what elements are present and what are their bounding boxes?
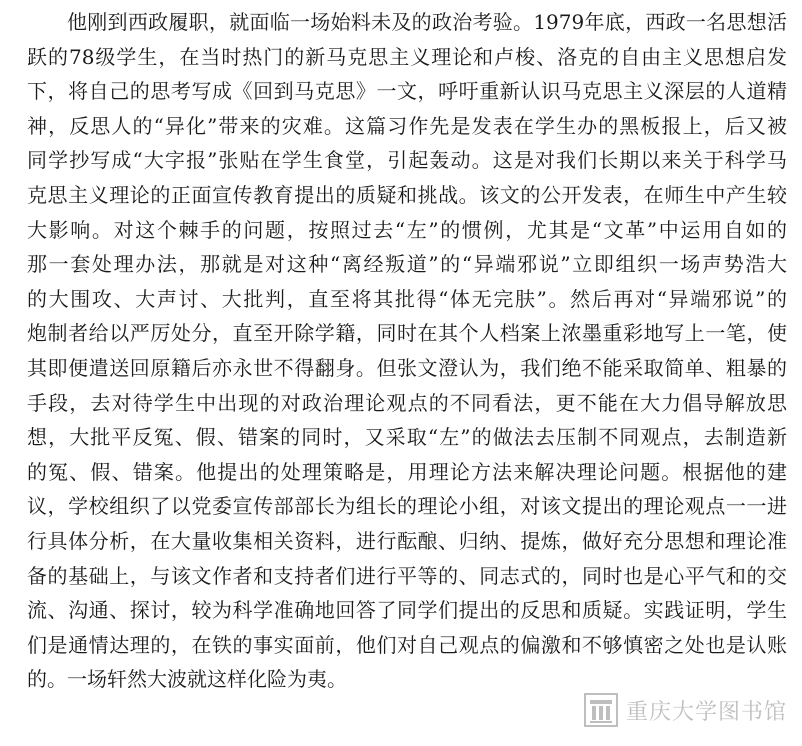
text-line: 下，将自己的思考写成《回到马克思》一文，呼吁重新认识马克思主义深层的人道精 [27,79,787,104]
text-line: 备的基础上，与该文作者和支持者们进行平等的、同志式的，同时也是心平气和的交 [27,563,787,588]
text-line: 想，大批平反冤、假、错案的同时，又采取“左”的做法去压制不同观点，去制造新 [27,425,787,450]
text-line: 其即便遣送回原籍后亦永世不得翻身。但张文澄认为，我们绝不能采取简单、粗暴的 [27,355,787,380]
text-line: 同学抄写成“大字报”张贴在学生食堂，引起轰动。这是对我们长期以来关于科学马 [27,148,787,173]
text-line: 们是通情达理的，在铁的事实面前，他们对自己观点的偏激和不够慎密之处也是认账 [27,632,787,657]
library-seal-icon [584,693,618,727]
watermark-text: 重庆大学图书馆 [626,699,788,725]
text-line: 那一套处理办法，那就是对这种“离经叛道”的“异端邪说”立即组织一场声势浩大 [27,252,787,277]
text-line: 的。一场轩然大波就这样化险为夷。 [27,667,347,692]
text-line: 神，反思人的“异化”带来的灾难。这篇习作先是发表在学生办的黑板报上，后又被 [27,113,787,138]
text-line: 他刚到西政履职，就面临一场始料未及的政治考验。1979年底，西政一名思想活 [67,10,787,34]
text-line: 的大围攻、大声讨、大批判，直至将其批得“体无完肤”。然后再对“异端邪说”的 [27,286,787,311]
text-line: 流、沟通、探讨，较为科学准确地回答了同学们提出的反思和质疑。实践证明，学生 [27,598,787,623]
text-line: 大影响。对这个棘手的问题，按照过去“左”的惯例，尤其是“文革”中运用自如的 [27,217,787,242]
body-paragraph [27,5,787,697]
text-line: 炮制者给以严厉处分，直至开除学籍，同时在其个人档案上浓墨重彩地写上一笔，使 [27,321,787,346]
text-line: 议，学校组织了以党委宣传部部长为组长的理论小组，对该文提出的理论观点一一进 [27,494,787,519]
text-line: 手段，去对待学生中出现的对政治理论观点的不同看法，更不能在大力倡导解放思 [27,390,787,415]
text-line: 的冤、假、错案。他提出的处理策略是，用理论方法来解决理论问题。根据他的建 [27,459,787,484]
text-line: 跃的78级学生，在当时热门的新马克思主义理论和卢梭、洛克的自由主义思想启发 [27,44,787,69]
text-line: 行具体分析，在大量收集相关资料，进行酝酿、归纳、提炼，做好充分思想和理论准 [27,528,787,553]
text-line: 克思主义理论的正面宣传教育提出的质疑和挑战。该文的公开发表，在师生中产生较 [27,182,787,207]
